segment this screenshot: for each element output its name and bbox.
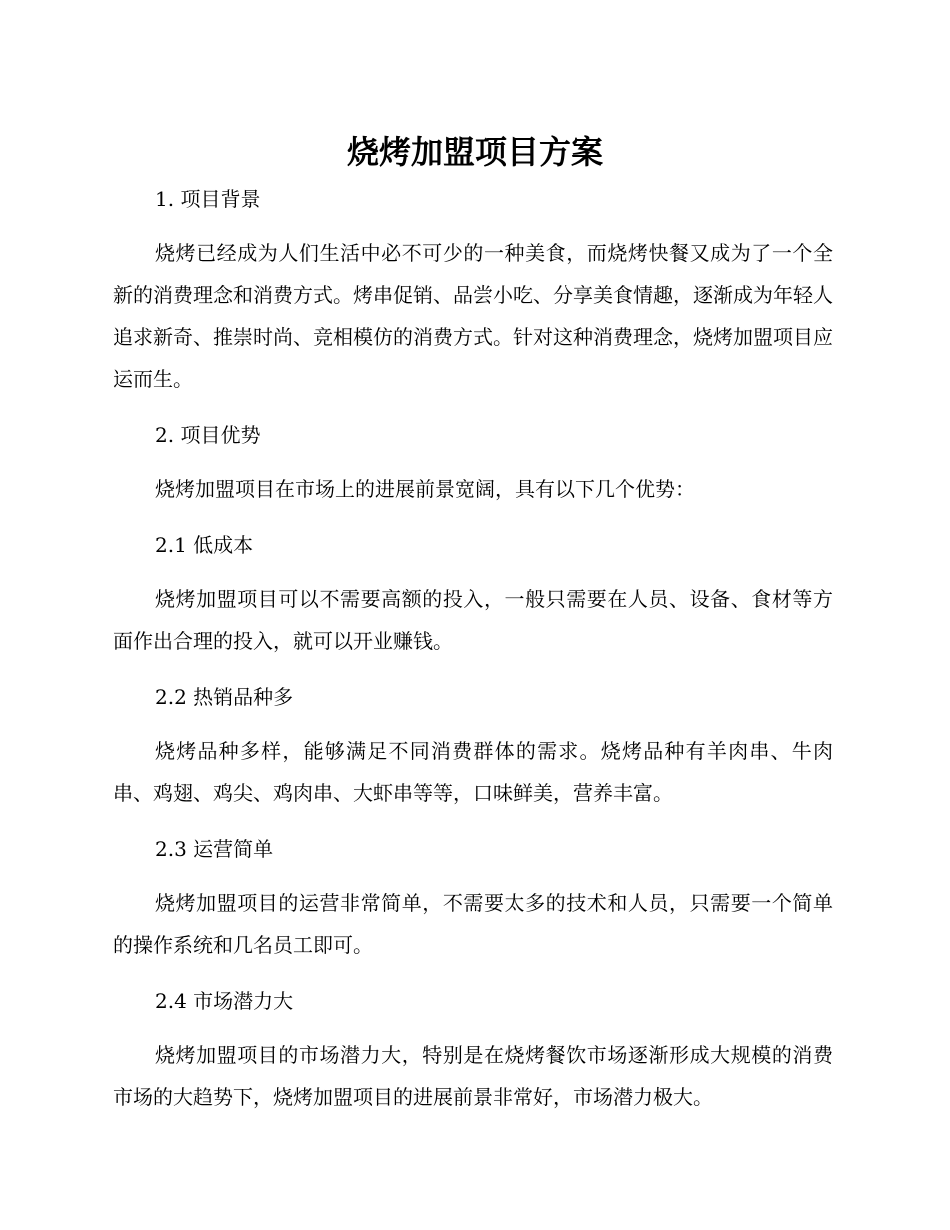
section-paragraph-advantages: 烧烤加盟项目在市场上的进展前景宽阔，具有以下几个优势： (155, 477, 695, 501)
section-heading-low-cost: 2.1 低成本 (155, 533, 254, 557)
section-heading-advantages: 2. 项目优势 (155, 423, 261, 447)
section-heading-popular-items: 2.2 热销品种多 (155, 685, 294, 709)
section-heading-simple-operation: 2.3 运营简单 (155, 837, 274, 861)
section-paragraph-popular-items: 烧烤品种多样，能够满足不同消费群体的需求。烧烤品种有羊肉串、牛肉串、鸡翅、鸡尖、鸡肉串、大虾串等等，口味鲜美，营养丰富。 (113, 739, 833, 805)
section-heading-market-potential: 2.4 市场潜力大 (155, 989, 294, 1013)
document-title: 烧烤加盟项目方案 (346, 133, 603, 171)
section-paragraph-background: 烧烤已经成为人们生活中必不可少的一种美食，而烧烤快餐又成为了一个全新的消费理念和消费方式。烤串促销、品尝小吃、分享美食情趣，逐渐成为年轻人追求新奇、推崇时尚、竞相模仿的消费方式。针对这种消费理念，烧烤加盟项目应运而生。 (113, 241, 833, 391)
section-paragraph-simple-operation: 烧烤加盟项目的运营非常简单，不需要太多的技术和人员，只需要一个简单的操作系统和几名员工即可。 (113, 891, 833, 957)
section-heading-background: 1. 项目背景 (155, 187, 261, 211)
section-paragraph-low-cost: 烧烤加盟项目可以不需要高额的投入，一般只需要在人员、设备、食材等方面作出合理的投入，就可以开业赚钱。 (113, 587, 833, 653)
section-paragraph-market-potential: 烧烤加盟项目的市场潜力大，特别是在烧烤餐饮市场逐渐形成大规模的消费市场的大趋势下，烧烤加盟项目的进展前景非常好，市场潜力极大。 (113, 1043, 833, 1109)
